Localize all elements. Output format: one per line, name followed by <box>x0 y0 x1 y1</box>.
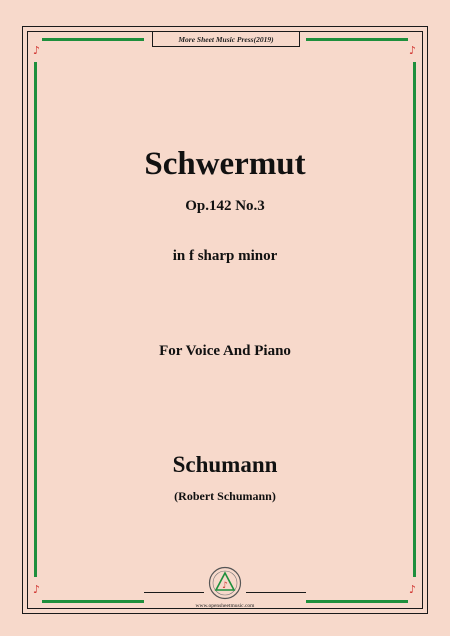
publisher-text: More Sheet Music Press(2019) <box>178 34 274 44</box>
music-note-icon: ♪ <box>33 583 41 596</box>
footer-right-line <box>246 592 306 593</box>
composer-full-name: (Robert Schumann) <box>174 489 276 503</box>
inner-right-line <box>422 31 423 609</box>
music-note-icon: ♪ <box>33 44 41 57</box>
music-note-icon: ♪ <box>409 583 417 596</box>
footer-left-line <box>144 592 204 593</box>
frame-right-line <box>427 26 428 614</box>
publisher-logo <box>208 566 242 600</box>
frame-bottom-line <box>22 613 428 614</box>
frame-left-line <box>22 26 23 614</box>
green-bar-top-left <box>42 38 144 41</box>
website-url: www.opensheetmusic.com <box>195 603 255 609</box>
key-signature: in f sharp minor <box>172 248 278 264</box>
publisher-label <box>152 31 300 47</box>
svg-text:♪: ♪ <box>222 581 228 591</box>
instrumentation: For Voice And Piano <box>159 343 291 359</box>
frame-top-line <box>22 26 428 27</box>
piece-title: Schwermut <box>144 146 306 182</box>
inner-left-line <box>27 31 28 609</box>
green-bar-top-right <box>306 38 408 41</box>
music-note-icon: ♪ <box>409 44 417 57</box>
composer-name: Schumann <box>172 452 278 477</box>
opus-number: Op.142 No.3 <box>185 198 265 214</box>
